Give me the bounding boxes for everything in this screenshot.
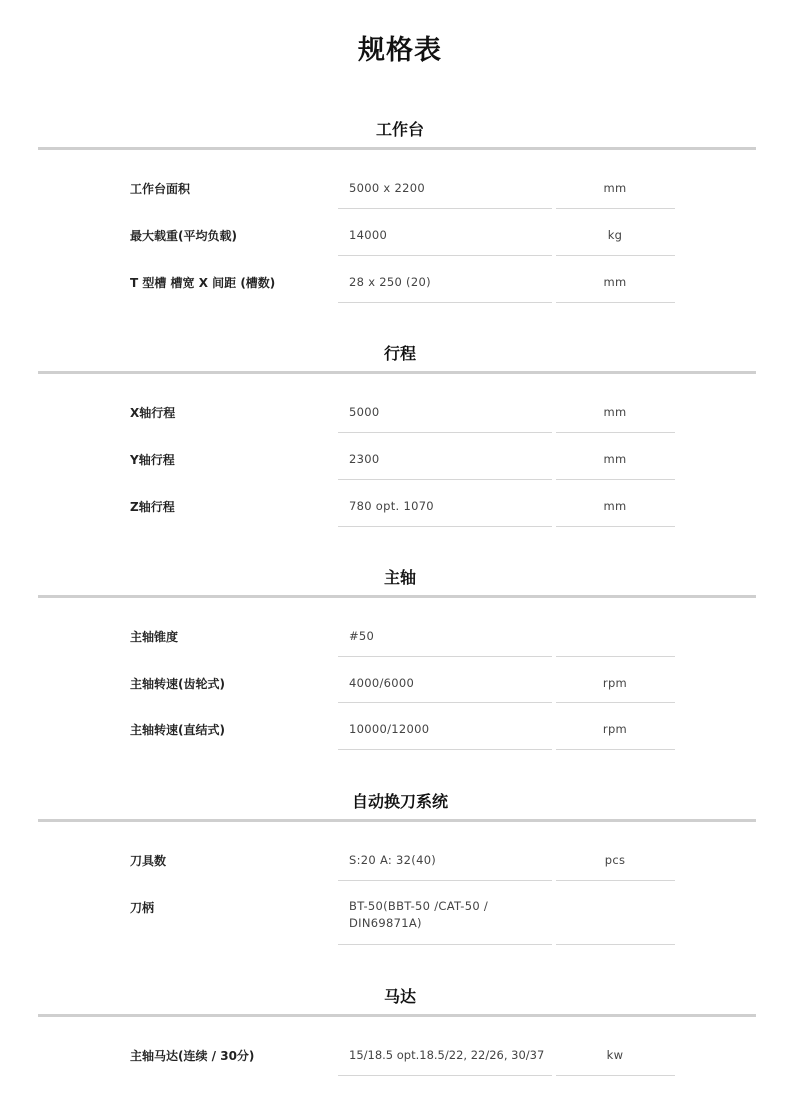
row-divider [556,432,675,433]
row-divider [338,702,552,703]
row-divider [338,479,552,480]
row-divider [338,302,552,303]
spec-value: S:20 A: 32(40) [349,853,437,867]
spec-label: 工作台面积 [130,182,191,196]
spec-unit: mm [603,405,627,419]
row-divider [338,1075,552,1076]
spec-value: 780 opt. 1070 [349,499,434,513]
row-divider [338,526,552,527]
spec-label: 主轴转速(齿轮式) [130,677,225,691]
row-divider [556,479,675,480]
row-divider [338,432,552,433]
spec-value: 14000 [349,228,388,242]
section-title-travel: 行程 [383,344,416,363]
row-divider [556,208,675,209]
row-divider [556,1075,675,1076]
spec-value: #50 [349,629,375,643]
section-divider [38,595,756,598]
spec-label: T 型槽 槽宽 X 间距 (槽数) [130,276,276,290]
row-divider [338,880,552,881]
spec-unit: kw [606,1048,624,1062]
section-divider [38,147,756,150]
spec-value: 28 x 250 (20) [349,275,431,289]
spec-unit: mm [603,181,627,195]
spec-value: 15/18.5 opt.18.5/22, 22/26, 30/37 [349,1048,545,1062]
row-divider [338,656,552,657]
spec-value: BT-50(BBT-50 /CAT-50 / [349,899,489,913]
spec-label: Y轴行程 [130,453,175,467]
spec-label: 主轴锥度 [130,630,179,644]
spec-label: 刀具数 [130,854,167,868]
section-divider [38,1014,756,1017]
section-divider [38,819,756,822]
spec-value: 5000 x 2200 [349,181,425,195]
spec-value: 10000/12000 [349,722,430,736]
spec-unit: mm [603,499,627,513]
spec-label: X轴行程 [130,406,176,420]
row-divider [556,302,675,303]
spec-unit: rpm [602,676,628,690]
spec-value: 5000 [349,405,380,419]
row-divider [338,208,552,209]
row-divider [556,944,675,945]
spec-label: 刀柄 [130,901,155,915]
spec-unit: kg [607,228,623,242]
spec-label: 主轴转速(直结式) [130,723,225,737]
row-divider [338,749,552,750]
spec-unit: mm [603,275,627,289]
spec-label: 主轴马达(连续 / 30分) [130,1049,255,1063]
spec-value-continued: DIN69871A) [349,916,422,930]
row-divider [338,944,552,945]
page-title: 规格表 [358,35,442,66]
section-title-workbench: 工作台 [375,120,424,139]
row-divider [556,702,675,703]
row-divider [556,880,675,881]
section-title-spindle: 主轴 [383,568,416,587]
spec-unit: mm [603,452,627,466]
spec-label: 最大载重(平均负载) [130,229,237,243]
row-divider [556,255,675,256]
row-divider [338,255,552,256]
spec-value: 2300 [349,452,380,466]
section-title-atc: 自动换刀系统 [351,792,448,811]
spec-unit: pcs [604,853,626,867]
row-divider [556,749,675,750]
row-divider [556,656,675,657]
section-title-motor: 马达 [383,987,416,1006]
spec-unit: rpm [602,722,628,736]
spec-value: 4000/6000 [349,676,415,690]
spec-label: Z轴行程 [130,500,175,514]
row-divider [556,526,675,527]
section-divider [38,371,756,374]
